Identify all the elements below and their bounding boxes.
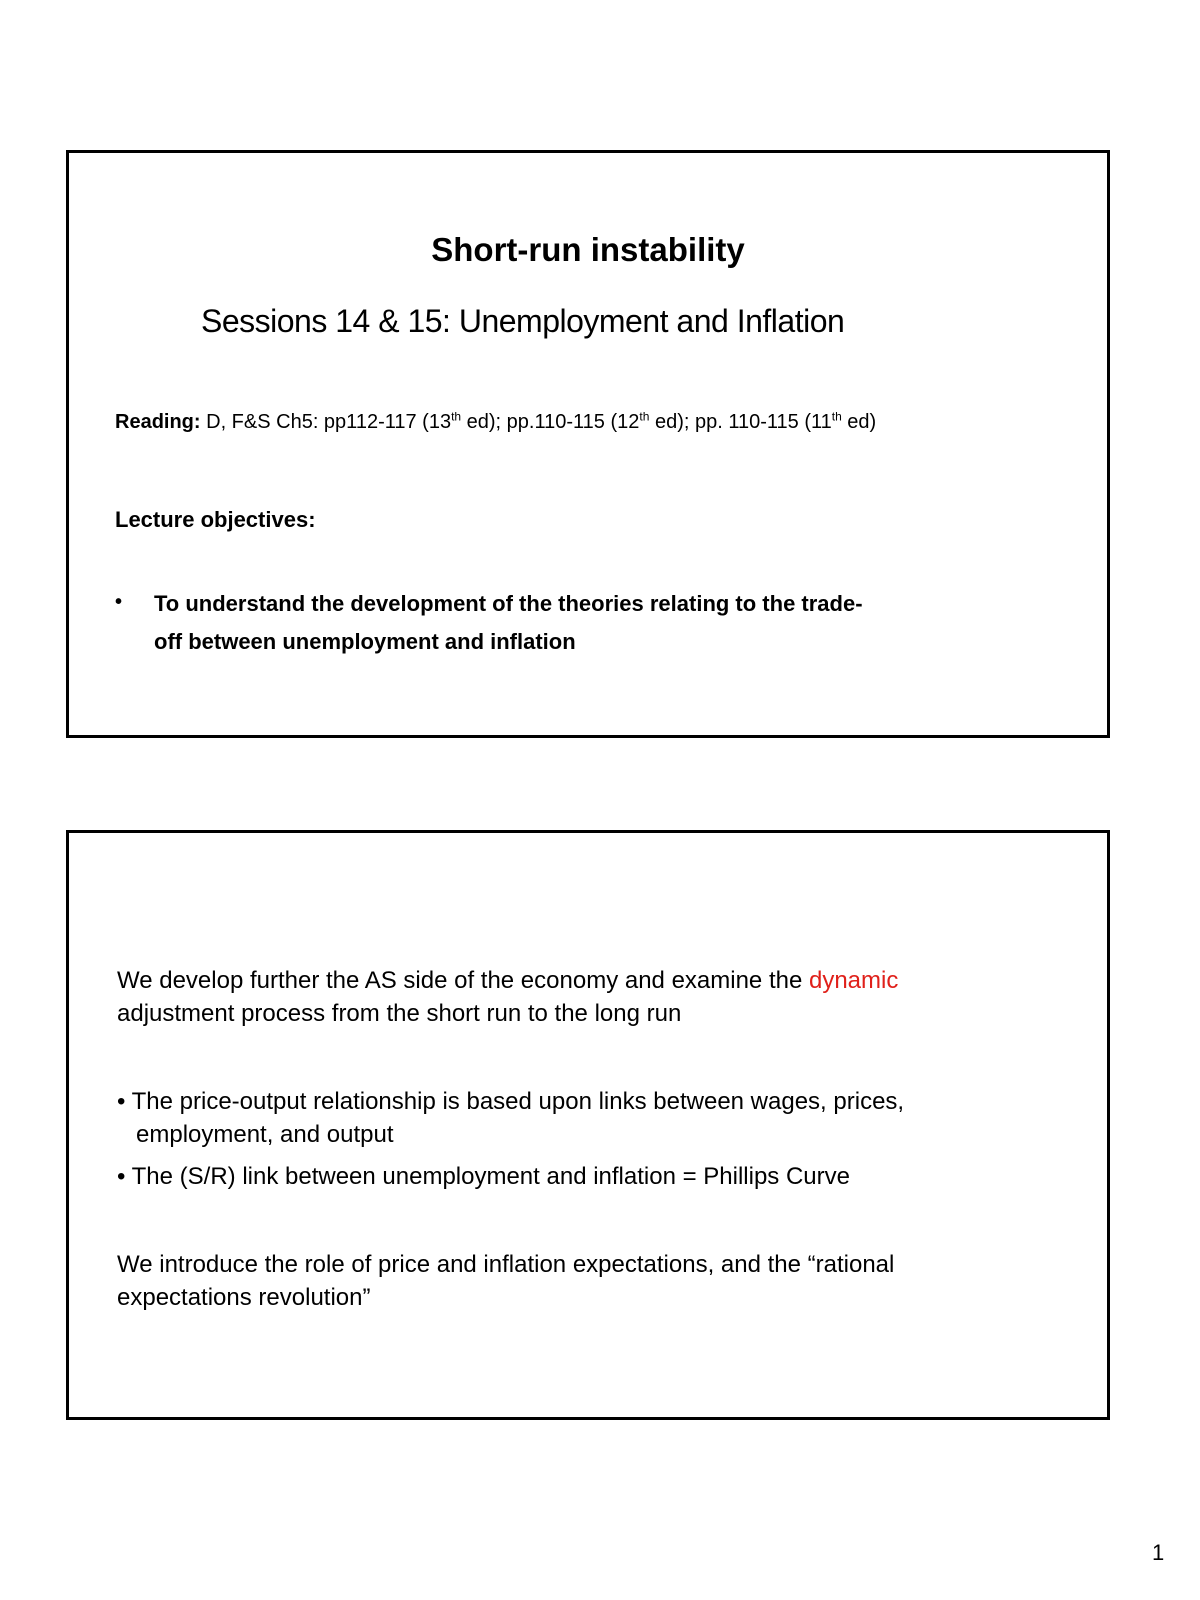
reading-reference xyxy=(115,411,876,434)
bullet-2: • The (S/R) link between unemployment and inflation = Phillips Curve xyxy=(117,1163,850,1190)
slide-2 xyxy=(66,830,1110,1420)
reading-text-4: ed) xyxy=(841,411,877,433)
bullet-1-line-2: employment, and output xyxy=(136,1121,394,1148)
slide-1 xyxy=(66,150,1110,738)
bullet-icon: • xyxy=(115,591,123,613)
page-number: 1 xyxy=(1152,1540,1165,1565)
bullet-1-line-1: • The price-output relationship is based upon links between wages, prices, xyxy=(117,1088,905,1115)
objective-line-2: off between unemployment and inflation xyxy=(154,629,576,654)
reading-sup-3: th xyxy=(831,409,842,424)
paragraph-2-line-2: expectations revolution” xyxy=(117,1284,371,1311)
highlight-dynamic: dynamic xyxy=(808,967,899,994)
reading-text-2: ed); pp.110-115 (12 xyxy=(461,411,640,433)
paragraph-1-text: We develop further the AS side of the economy and examine the xyxy=(117,967,809,994)
reading-text-1: D, F&S Ch5: pp112-117 (13 xyxy=(200,411,452,433)
reading-sup-2: th xyxy=(639,409,650,424)
paragraph-2-line-1: We introduce the role of price and inflation expectations, and the “rational xyxy=(117,1251,895,1278)
objective-line-1: To understand the development of the theories relating to the trade- xyxy=(154,591,863,616)
objectives-heading: Lecture objectives: xyxy=(115,507,316,532)
slide-title: Short-run instability xyxy=(431,231,745,268)
slide-subtitle: Sessions 14 & 15: Unemployment and Inflation xyxy=(201,303,845,339)
paragraph-1-line-1 xyxy=(117,967,898,995)
paragraph-1-line-2: adjustment process from the short run to the long run xyxy=(117,1000,682,1027)
reading-sup-1: th xyxy=(451,409,462,424)
reading-text-3: ed); pp. 110-115 (11 xyxy=(649,411,832,433)
reading-label: Reading: xyxy=(115,411,201,433)
